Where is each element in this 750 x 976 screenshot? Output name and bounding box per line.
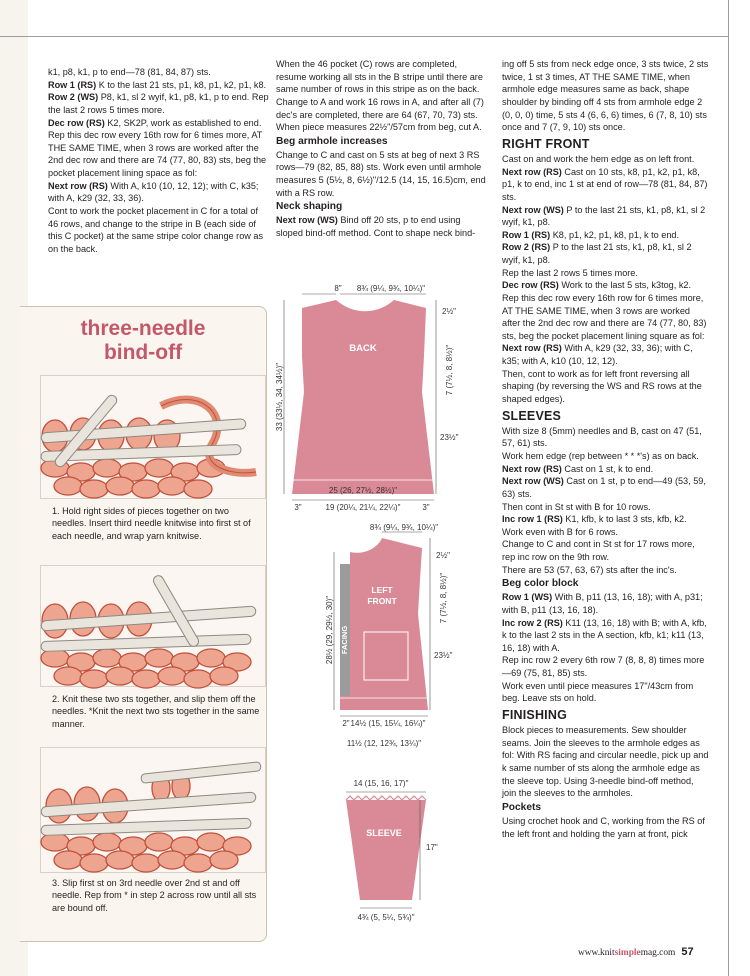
paragraph: Next row (RS) With A, k29 (32, 33, 36); with C, k35; with A, k10 (10, 12, 12). [502,343,693,366]
sleeve-length: 17" [426,843,438,852]
front-bottom-left: 2" [342,719,350,728]
paragraph: k1, p8, k1, p to end—78 (81, 84, 87) sts. [48,67,211,77]
back-total-length: 33 (33½, 34, 34½)" [275,362,284,432]
paragraph: Change to C and cast on 5 sts at beg of next 3 RS rows—79 (82, 85, 88) sts. Work even until armhole measures 5 (5½, 8, 6½)"/12.5 (14, 15, 16.5)cm, end with a RS row. [276,149,486,198]
footer-url-pre: www.knit [578,948,615,958]
section-heading: SLEEVES [502,408,562,423]
left-front-schematic [325,523,453,748]
back-bottom-right: 3" [422,503,430,512]
section-heading: RIGHT FRONT [502,136,590,151]
illustration-step-2 [40,565,266,687]
paragraph: Next row (WS) Bind off 20 sts, p to end using sloped bind-off method. Cont to shape neck bind- [276,215,476,239]
paragraph: When the 46 pocket (C) rows are completed, resume working all sts in the B stripe until there are same number of rows in this stripe as on the back. Change to A and work 16 rows in A, and after all (7) dec's are completed, there are 64 (67, 70, 73) sts. When piece measures 22½"/57cm from beg, cut A. [276,59,484,133]
paragraph: Next row (RS) Cast on 1 st, k to end. [502,463,654,474]
back-armhole-depth: 7 (7½, 8, 8½)" [445,344,454,396]
sleeve-bottom: 4¾ (5, 5¼, 5¾)" [357,913,415,922]
front-armhole-depth: 7 (7½, 8, 8½)" [439,572,448,624]
back-body-length: 23½" [440,433,459,442]
front-body-length: 23½" [434,651,453,660]
paragraph: Cast on and work the hem edge as on left front. [502,154,695,164]
subheading: Beg armhole increases [276,135,388,147]
subheading: Beg color block [502,578,579,590]
back-shape [292,300,434,494]
front-top: 8¾ (9¼, 9¾, 10¼)" [369,523,439,532]
step-1-text: 1. Hold right sides of pieces together on two needles. Insert third needle knitwise into first st of each needle, and wrap yarn knitwise. [52,506,251,541]
back-top-left: 8" [334,284,342,293]
back-armhole: 2½" [442,307,456,316]
paragraph: Row 1 (RS) K to the last 21 sts, p1, k8, p1, k2, p1, k8. [48,79,267,90]
front-total-length: 28½ (29, 29½, 30)" [325,595,334,665]
paragraph: Work hem edge (rep between * * *'s) as on back. [502,451,699,461]
paragraph: Rep inc row 2 every 6th row 7 (8, 8, 8) times more—69 (75, 81, 85) sts. [502,655,705,679]
footer-url-brand: simple [614,948,641,958]
facing-label: FACING [340,625,349,655]
step-2-text: 2. Knit these two sts together, and slip them off the needles. *Knit the next two sts together in the same manner. [52,694,260,729]
sidebar-title: three-needle bind-off [80,317,206,364]
illustration-step-3 [40,747,266,873]
subheading: Pockets [502,801,542,813]
back-lower-width: 25 (26, 27½, 28½)" [328,486,398,495]
back-top-right: 8¾ (9¼, 9¾, 10¼)" [356,284,426,293]
paragraph: Rep the last 2 rows 5 times more. [502,267,638,278]
paragraph: Row 2 (RS) P to the last 21 sts, k1, p8, k1, sl 2 wyif, k1, p8. [502,242,692,265]
paragraph: Next row (RS) With A, k10 (10, 12, 12); with C, k35; with A, k29 (32, 33, 36). [48,180,259,204]
paragraph: Next row (RS) Cast on 10 sts, k8, p1, k2, p1, k8, p1, k to end, inc 1 st at end of row—78 (81, 84, 87) sts. [502,166,708,202]
left-front-label-2: FRONT [367,596,397,606]
sleeve-schematic [346,779,438,922]
sleeve-label: SLEEVE [366,828,402,838]
right-rule [728,0,729,976]
left-front-label-1: LEFT [371,585,393,595]
back-bottom-left: 3" [294,503,302,512]
back-schematic [275,284,459,512]
section-heading: FINISHING [502,707,567,722]
paragraph: Row 2 (WS) P8, k1, sl 2 wyif, k1, p8, k1, p to end. Rep the last 2 rows 5 times more. [48,92,269,115]
paragraph: Then, cont to work as for left front reversing all shaping (by reversing the WS and RS rows at the shaped edges). [502,368,702,404]
illustration-step-1 [40,375,266,499]
front-armhole: 2½" [436,551,450,560]
column-2 [276,58,486,240]
paragraph: Change to C and cont in St st for 17 rows more, rep inc row on the 9th row. [502,539,695,562]
paragraph: Cont to work the pocket placement in C for a total of 46 rows, and change to the stripe in B (each side of this C pocket) at the same stripe color change row as on the back. [48,205,264,254]
page-number: 57 [681,946,694,958]
paragraph: There are 53 (57, 63, 67) sts after the inc's. [502,564,677,575]
footer-url-post: mag.com [640,948,676,958]
paragraph: Work even with B for 6 rows. [502,526,618,537]
paragraph: Using crochet hook and C, working from the RS of the left front and holding the yarn at front, pick [502,816,705,839]
paragraph: Inc row 1 (RS) K1, kfb, k to last 3 sts, kfb, k2. [502,514,687,525]
paragraph: Dec row (RS) K2, SK2P, work as established to end. Rep this dec row every 16th row for 6 times more, AT THE SAME TIME, when 3 rows are worked after the 2nd dec row and there are 74 (77, 80, 83) sts, beg the pocket placement lining space as fol: [48,117,267,178]
left-front-shape [340,538,428,710]
three-needle-bind-off-sidebar [20,306,267,942]
paragraph: With size 8 (5mm) needles and B, cast on 47 (51, 57, 61) sts. [502,425,702,449]
paragraph: ing off 5 sts from neck edge once, 3 sts twice, 2 sts twice, 1 st 3 times, AT THE SAME TIME, when armhole edge measures same as back, shape shoulder by binding off 4 sts from armhole edge 2 (0, 0, 0) time, 5 sts 4 (6, 6, 6) times, 6 (7, 8, 10) sts once and 7 (7, 9, 10) sts once. [502,59,709,133]
back-label: BACK [349,343,377,354]
sleeve-shape [346,800,426,900]
subheading: Neck shaping [276,201,343,213]
front-lower-width: 11½ (12, 12¾, 13¼)" [346,739,422,748]
paragraph: Then cont in St st with B for 10 rows. [502,501,651,512]
paragraph: Row 1 (RS) K8, p1, k2, p1, k8, p1, k to end. [502,229,680,240]
front-bottom-mid: 14½ (15, 15¼, 16¼)" [350,719,426,728]
step-3-text: 3. Slip first st on 3rd needle over 2nd st and off needle. Rep from * in step 2 across row until all sts are bound off. [52,878,257,913]
back-bottom-mid: 19 (20¼, 21¼, 22¼)" [325,503,401,512]
paragraph: Block pieces to measurements. Sew shoulder seams. Join the sleeves to the armhole edges as fol: With RS facing and circular needle, pick up and k same number of sts along the armhole edge as the sleeve top. Using 3-needle bind-off method, join the sleeves to the armholes. [502,725,709,799]
paragraph: Next row (WS) P to the last 21 sts, k1, p8, k1, sl 2 wyif, k1, p8. [502,204,706,228]
page-footer [578,946,694,958]
top-rule [0,36,728,37]
schematics [276,280,490,940]
sleeve-top: 14 (15, 16, 17)" [353,779,409,788]
paragraph: Next row (WS) Cast on 1 st, p to end—49 (53, 59, 63) sts. [502,476,706,499]
paragraph: Work even until piece measures 17"/43cm from beg. Leave sts on hold. [502,680,694,704]
paragraph: Row 1 (WS) With B, p11 (13, 16, 18); with A, p31; with B, p11 (13, 16, 18). [502,592,703,615]
paragraph: Dec row (RS) Work to the last 5 sts, k3tog, k2. Rep this dec row every 16th row for 6 times more, AT THE SAME TIME, when 3 rows are worked after the 2nd dec row and there are 74 (77, 80, 83) sts, beg the pocket placement lining square as fol: [502,280,707,341]
column-3 [502,58,710,840]
paragraph: Inc row 2 (RS) K11 (13, 16, 18) with B; with A, kfb, k to the last 2 sts in the A section, kfb, k1; k11 (13, 16, 18) with A. [502,617,707,653]
column-1 [48,66,270,255]
